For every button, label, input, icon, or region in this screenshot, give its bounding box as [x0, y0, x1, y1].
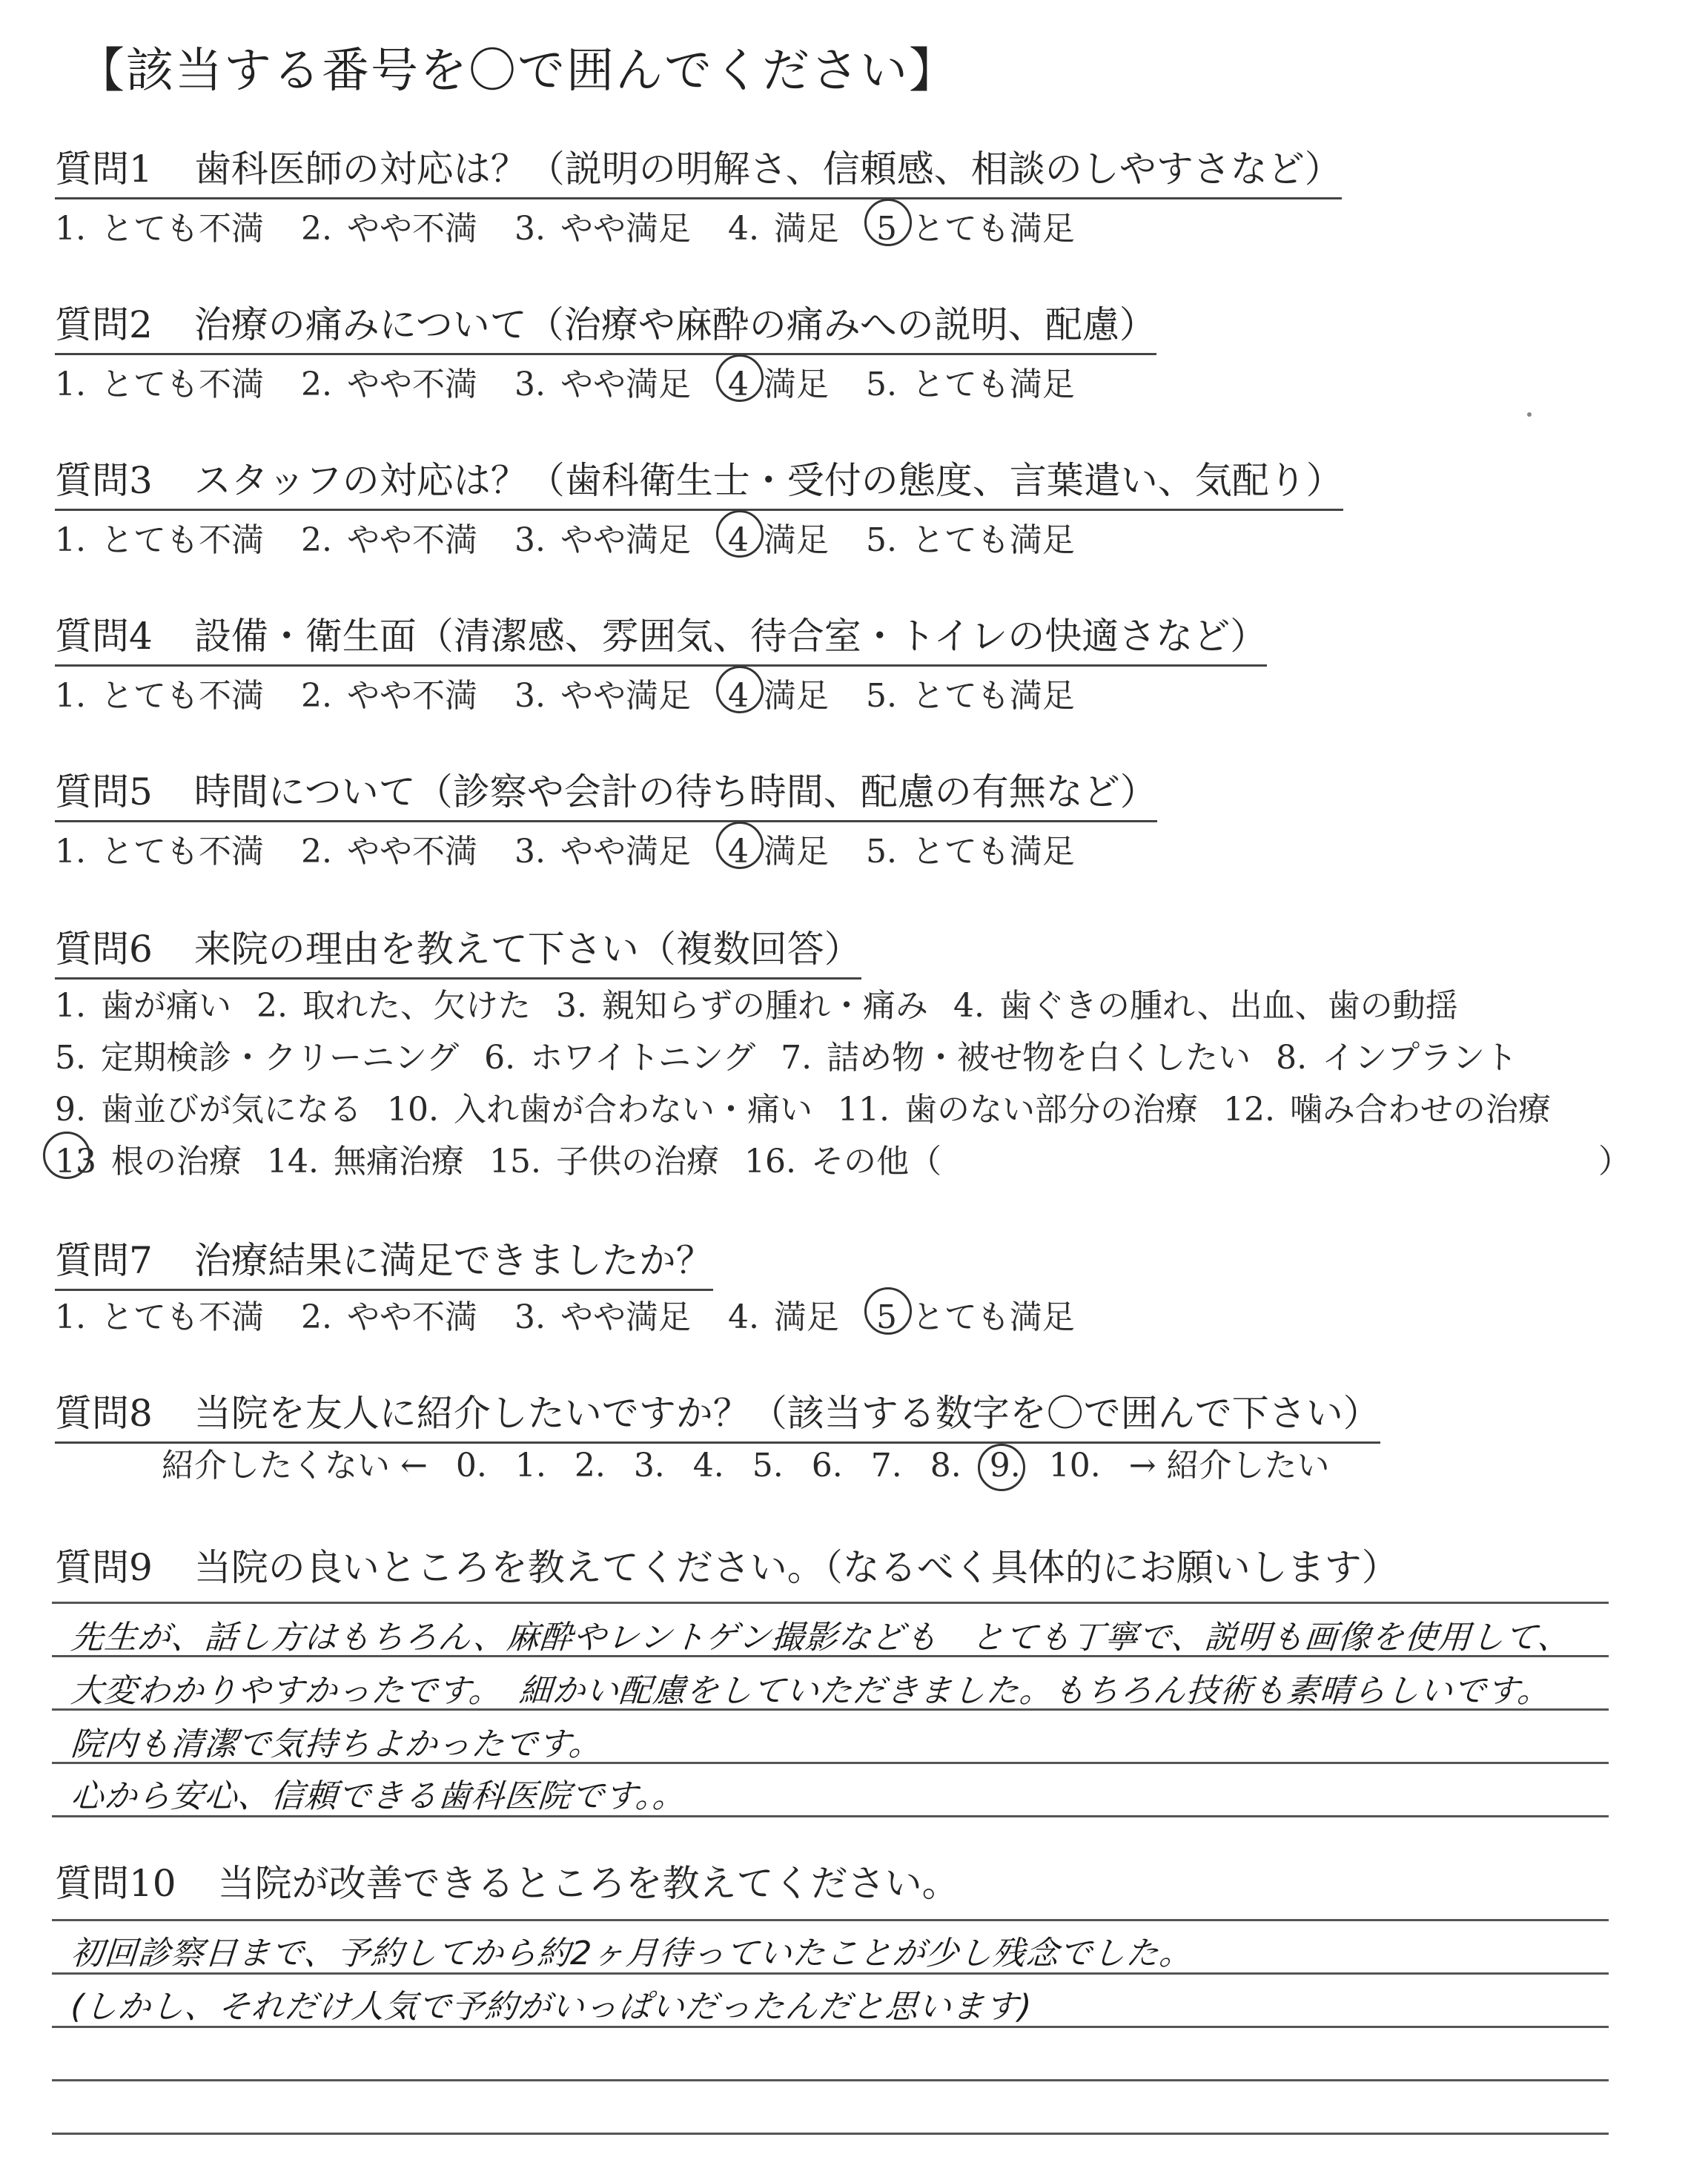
q8-option-5[interactable]: 5.: [752, 1447, 784, 1484]
q5-option-1[interactable]: 1. とても不満: [55, 833, 264, 871]
q8-option-8[interactable]: 8.: [930, 1447, 961, 1484]
q8-option-1[interactable]: 1.: [514, 1447, 546, 1484]
q3-option-2[interactable]: 2. やや不満: [300, 521, 477, 559]
q6-option-2[interactable]: 2. 取れた、欠けた: [256, 987, 531, 1025]
question-10-label: 質問10: [55, 1862, 176, 1905]
q6-option-7[interactable]: 7. 詰め物・被せ物を白くしたい: [781, 1039, 1251, 1077]
question-5-title: [55, 762, 1157, 822]
question-9-label: 質問9: [55, 1546, 153, 1589]
q5-option-4-selected[interactable]: 4 満足: [727, 833, 829, 871]
q6-row-3: [55, 1083, 1576, 1130]
question-2-title: [55, 295, 1156, 355]
q6-row-2: [55, 1031, 1543, 1078]
q8-option-2[interactable]: 2.: [574, 1447, 606, 1484]
question-7-title: [55, 1231, 713, 1291]
q8-right-label: → 紹介したい: [1128, 1447, 1330, 1484]
q6-option-1[interactable]: 1. 歯が痛い: [55, 987, 231, 1025]
q6-option-16[interactable]: 16. その他（: [744, 1143, 941, 1180]
q2-option-1[interactable]: 1. とても不満: [55, 366, 264, 403]
question-3-label: 質問3: [55, 459, 153, 502]
q9-line-0: [52, 1602, 1609, 1604]
q1-option-1[interactable]: 1. とても不満: [55, 210, 264, 248]
q6-option-5[interactable]: 5. 定期検診・クリーニング: [55, 1039, 460, 1077]
q9-answer-line-3: 院内も清潔で気持ちよかったです。: [69, 1725, 603, 1763]
q10-answer-line-1: 初回診察日まで、予約してから約2ヶ月待っていたことが少し残念でした。: [69, 1935, 1194, 1972]
q6-option-9[interactable]: 9. 歯並びが気になる: [55, 1091, 362, 1129]
question-6-label: 質問6: [55, 928, 153, 971]
question-8-text: 当院を友人に紹介したいですか？（該当する数字を〇で囲んで下さい）: [193, 1392, 1380, 1435]
question-5-text: 時間について（診察や会計の待ち時間、配慮の有無など）: [193, 770, 1157, 813]
q2-option-4-selected[interactable]: 4 満足: [727, 366, 829, 403]
question-4-label: 質問4: [55, 615, 153, 658]
question-2-options: [55, 357, 1112, 405]
q5-option-3[interactable]: 3. やや満足: [514, 833, 691, 871]
q2-option-2[interactable]: 2. やや不満: [300, 366, 477, 403]
question-9-title: [55, 1538, 1399, 1596]
question-3-options: [55, 513, 1112, 561]
q5-option-2[interactable]: 2. やや不満: [300, 833, 477, 871]
q7-option-2[interactable]: 2. やや不満: [300, 1298, 477, 1336]
q4-option-3[interactable]: 3. やや満足: [514, 677, 691, 715]
question-4-text: 設備・衛生面（清潔感、雰囲気、待合室・トイレの快適さなど）: [193, 615, 1268, 658]
q6-option-4[interactable]: 4. 歯ぐきの腫れ、出血、歯の動揺: [953, 987, 1458, 1025]
q3-option-5[interactable]: 5. とても満足: [865, 521, 1075, 559]
q6-row-4: [55, 1135, 967, 1182]
q8-option-3[interactable]: 3.: [633, 1447, 665, 1484]
question-7-text: 治療結果に満足できましたか？: [193, 1239, 713, 1282]
question-9-text: 当院の良いところを教えてください。（なるべく具体的にお願いします）: [193, 1546, 1399, 1589]
q6-option-6[interactable]: 6. ホワイトニング: [484, 1039, 756, 1077]
q8-option-7[interactable]: 7.: [870, 1447, 902, 1484]
question-4-options: [55, 669, 1112, 716]
q9-answer-line-2: 大変わかりやすかったです。 細かい配慮をしていただきました。もちろん技術も素晴らしいです。: [69, 1672, 1552, 1710]
q8-option-10[interactable]: 10.: [1048, 1447, 1101, 1484]
q7-option-5-selected[interactable]: 5 とても満足: [875, 1298, 1075, 1336]
question-7-options: [55, 1290, 1112, 1338]
question-1-title: [55, 139, 1342, 199]
q10-line-0: [52, 1919, 1609, 1921]
q10-line-4: [52, 2133, 1609, 2135]
q10-answer-line-2: (しかし、それだけ人気で予約がいっぱいだったんだと思います): [69, 1988, 1033, 2026]
q6-option-15[interactable]: 15. 子供の治療: [489, 1143, 719, 1180]
q6-option-11[interactable]: 11. 歯のない部分の治療: [837, 1091, 1198, 1129]
q6-option-8[interactable]: 8. インプラント: [1276, 1039, 1518, 1077]
question-5-options: [55, 825, 1112, 872]
q7-option-3[interactable]: 3. やや満足: [514, 1298, 691, 1336]
question-10-text: 当院が改善できるところを教えてください。: [217, 1862, 959, 1905]
question-2-text: 治療の痛みについて（治療や麻酔の痛みへの説明、配慮）: [193, 303, 1156, 346]
q8-option-6[interactable]: 6.: [811, 1447, 843, 1484]
q1-option-5-selected[interactable]: 5 とても満足: [875, 210, 1075, 248]
q7-option-4[interactable]: 4. 満足: [727, 1298, 839, 1336]
q8-option-0[interactable]: 0.: [455, 1447, 487, 1484]
question-3-text: スタッフの対応は？（歯科衛生士・受付の態度、言葉遣い、気配り）: [193, 459, 1343, 502]
q8-option-4[interactable]: 4.: [692, 1447, 724, 1484]
q1-option-2[interactable]: 2. やや不満: [300, 210, 477, 248]
q3-option-1[interactable]: 1. とても不満: [55, 521, 264, 559]
question-6-text: 来院の理由を教えて下さい（複数回答）: [193, 928, 861, 971]
q4-option-2[interactable]: 2. やや不満: [300, 677, 477, 715]
q5-option-5[interactable]: 5. とても満足: [865, 833, 1075, 871]
question-1-text: 歯科医師の対応は？（説明の明解さ、信頼感、相談のしやすさなど）: [193, 148, 1342, 191]
q10-line-3: [52, 2079, 1609, 2081]
q3-option-4-selected[interactable]: 4 満足: [727, 521, 829, 559]
scan-speck: [1527, 412, 1532, 417]
q4-option-5[interactable]: 5. とても満足: [865, 677, 1075, 715]
question-6-title: [55, 919, 861, 980]
q6-option-3[interactable]: 3. 親知らずの腫れ・痛み: [555, 987, 928, 1025]
question-7-label: 質問7: [55, 1239, 153, 1282]
q6-other-close: ）: [1598, 1143, 1631, 1180]
page-title: 【該当する番号を〇で囲んでください】: [77, 44, 958, 99]
q8-left-label: 紹介したくない ←: [162, 1447, 428, 1484]
question-3-title: [55, 451, 1343, 511]
q6-option-14[interactable]: 14. 無痛治療: [267, 1143, 464, 1180]
q7-option-1[interactable]: 1. とても不満: [55, 1298, 264, 1336]
question-5-label: 質問5: [55, 770, 153, 813]
q8-option-9-selected[interactable]: 9.: [989, 1447, 1021, 1484]
q9-answer-line-4: 心から安心、信頼できる歯科医院です。。: [69, 1777, 687, 1815]
question-8-label: 質問8: [55, 1392, 153, 1435]
q9-answer-line-1: 先生が、話し方はもちろん、麻酔やレントゲン撮影なども とても丁寧で、説明も画像を使用して、: [69, 1619, 1572, 1657]
question-1-label: 質問1: [55, 148, 153, 191]
q8-scale: [162, 1439, 1358, 1486]
q4-option-1[interactable]: 1. とても不満: [55, 677, 264, 715]
q6-option-12[interactable]: 12. 噛み合わせの治療: [1222, 1091, 1551, 1129]
q2-option-3[interactable]: 3. やや満足: [514, 366, 691, 403]
q6-row-1: [55, 979, 1483, 1026]
q2-option-5[interactable]: 5. とても満足: [865, 366, 1075, 403]
question-8-title: [55, 1384, 1380, 1444]
q6-option-13-selected[interactable]: 13 根の治療: [55, 1143, 242, 1180]
q6-option-10[interactable]: 10. 入れ歯が合わない・痛い: [386, 1091, 812, 1129]
question-1-options: [55, 202, 1112, 249]
q1-option-4[interactable]: 4. 満足: [727, 210, 839, 248]
question-4-title: [55, 607, 1267, 667]
q4-option-4-selected[interactable]: 4 満足: [727, 677, 829, 715]
question-2-label: 質問2: [55, 303, 153, 346]
q1-option-3[interactable]: 3. やや満足: [514, 210, 691, 248]
question-10-title: [55, 1854, 959, 1912]
q3-option-3[interactable]: 3. やや満足: [514, 521, 691, 559]
